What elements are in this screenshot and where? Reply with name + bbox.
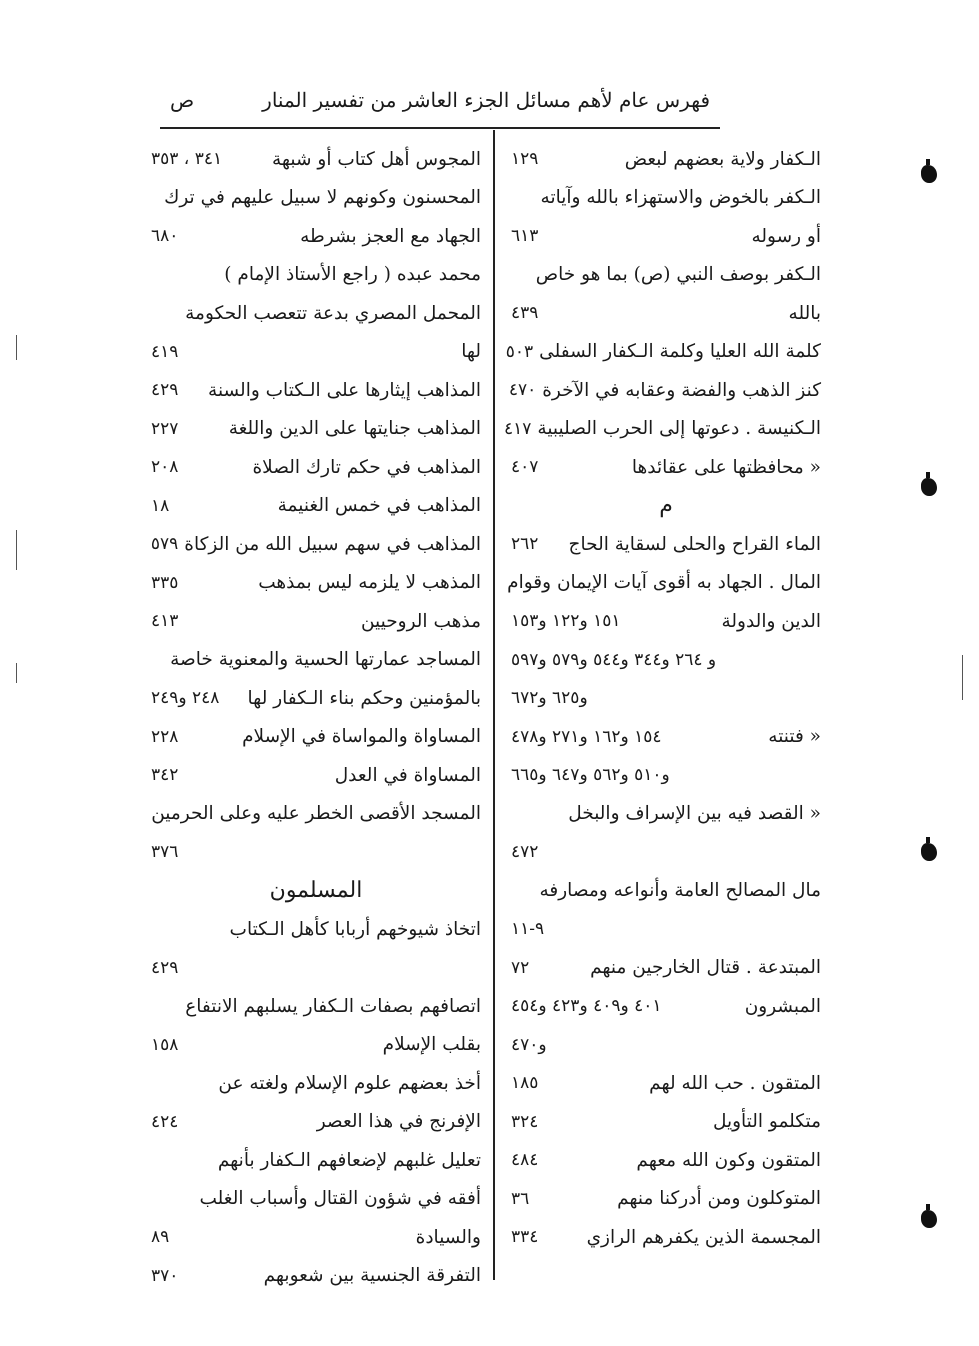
punch-hole-mark <box>921 478 937 496</box>
margin-mark <box>16 663 17 683</box>
entry-text: م <box>659 493 673 519</box>
entry-page-number: و ٢٦٤ و٣٤٤ و٥٤٤ و٥٧٩ و٥٩٧ <box>511 649 717 670</box>
entry-text: تعليل غلبهم لإضعافهم الـكفار بأنهم <box>217 1149 481 1171</box>
entry-text: كلمة الله العليا وكلمة الـكفار السفلى <box>539 341 821 363</box>
index-entry <box>511 756 821 795</box>
entry-page-number: ٤١٩ <box>151 341 179 362</box>
index-entry <box>508 371 821 410</box>
index-entry <box>151 448 481 487</box>
entry-text: بالله <box>788 302 821 324</box>
entry-page-number: ٨٩ <box>151 1227 170 1248</box>
index-entry <box>511 525 821 564</box>
entry-text: الإفرنج في هذا العصر <box>316 1111 481 1133</box>
index-entry <box>511 987 821 1026</box>
index-entry <box>511 833 821 872</box>
index-entry <box>151 641 481 680</box>
entry-page-number: ٣٣٥ <box>151 572 179 593</box>
index-entry <box>151 1257 481 1296</box>
entry-page-number: ٤١٣ <box>151 611 179 632</box>
index-entry <box>511 448 821 487</box>
entry-page-number: و٦٢٥ و٦٧٢ <box>511 688 588 709</box>
entry-page-number: ٤٠٧ <box>511 457 539 478</box>
entry-text: الـكفار ولاية بعضهم لبعض <box>624 148 821 170</box>
entry-page-number: ٣٧٠ <box>151 1265 179 1286</box>
index-entry <box>151 833 481 872</box>
index-entry <box>151 987 481 1026</box>
entry-text: المسجد الأقصى الخطر عليه وعلى الحرمين <box>151 803 481 825</box>
index-entry <box>151 410 481 449</box>
index-entry <box>511 217 821 256</box>
entry-page-number: ١٥١ و١٢٢ و١٥٣ <box>511 611 621 632</box>
entry-text: المذهب لا يلزمه ليس بمذهب <box>258 572 481 594</box>
index-column-left <box>151 140 481 1295</box>
index-entry <box>151 256 481 295</box>
index-entry <box>151 795 481 834</box>
entry-text: بقلب الإسلام <box>382 1034 481 1056</box>
entry-page-number: ٣٦ <box>511 1188 530 1209</box>
entry-page-number: ٤٨٤ <box>511 1150 539 1171</box>
entry-page-number: ٢٢٧ <box>151 418 179 439</box>
index-entry <box>511 140 821 179</box>
entry-text: أفقه في شؤون القتال وأسباب الغلب <box>199 1188 481 1210</box>
index-entry <box>511 910 821 949</box>
entry-text: بالمؤمنين وحكم بناء الـكفار لها <box>247 687 481 709</box>
entry-text: الـكفر بالخوض والاستهزاء بالله وآياته <box>540 187 821 209</box>
index-entry <box>151 564 481 603</box>
index-entry <box>151 679 481 718</box>
entry-text: اتخاذ شيوخهم أربابا كأهل الـكتاب <box>229 918 481 940</box>
index-entry <box>151 217 481 256</box>
index-entry <box>151 487 481 526</box>
index-entry <box>511 487 821 526</box>
punch-hole-mark <box>921 165 937 183</box>
index-entry <box>505 333 821 372</box>
entry-page-number: ٢٠٨ <box>151 457 179 478</box>
entry-text: والسيادة <box>415 1226 481 1248</box>
entry-text: المسلمون <box>269 878 363 904</box>
index-entry <box>151 333 481 372</box>
index-entry <box>511 718 821 757</box>
entry-text: محمد عبده ( راجع الأستاذ الإمام ) <box>224 264 481 286</box>
entry-text: الـكنيسة . دعوتها إلى الحرب الصليبية <box>537 418 821 440</box>
entry-page-number: ٩-١١ <box>511 919 545 940</box>
entry-page-number: ١٢٩ <box>511 149 539 170</box>
entry-page-number: ٣٣٤ <box>511 1227 539 1248</box>
entry-page-number: ٣٤١ ، ٣٥٣ <box>151 149 223 170</box>
entry-page-number: ٣٢٤ <box>511 1111 539 1132</box>
index-column-right <box>504 140 821 1257</box>
index-entry <box>511 795 821 834</box>
entry-text: المجسمة الذين يكفرهم الرازي <box>586 1226 821 1248</box>
entry-text: المذاهب في حكم تارك الصلاة <box>252 456 481 478</box>
entry-text: كنز الذهب والفضة وعقابه في الآخرة <box>542 379 821 401</box>
entry-text: المتوكلون ومن أدركنا منهم <box>617 1188 821 1210</box>
entry-text: الماء القراح والحلى لسقاية الحاج <box>568 533 821 555</box>
index-entry <box>511 256 821 295</box>
index-entry <box>151 718 481 757</box>
index-entry <box>511 1026 821 1065</box>
entry-page-number: ٤٧٠ <box>508 380 537 401</box>
entry-text: المساواة في العدل <box>334 764 481 786</box>
entry-text: متكلمو التأويل <box>712 1111 821 1133</box>
entry-page-number: ٤٢٩ <box>151 380 179 401</box>
index-entry <box>151 1064 481 1103</box>
entry-text: الـكفر بوصف النبي (ص) بما هو خاص <box>535 264 821 286</box>
entry-page-number: ٦٨٠ <box>151 226 179 247</box>
index-entry <box>151 910 481 949</box>
index-entry <box>151 1218 481 1257</box>
entry-page-number: ٤٣٩ <box>511 303 539 324</box>
header-rule <box>160 127 720 129</box>
entry-text: المذاهب إيثارها على الـكتاب والسنة <box>208 379 481 401</box>
index-entry <box>151 756 481 795</box>
index-entry <box>511 872 821 911</box>
entry-page-number: ٢٦٢ <box>511 534 539 555</box>
page-header <box>170 80 710 120</box>
index-entry <box>511 1103 821 1142</box>
entry-page-number: ١٨ <box>151 495 170 516</box>
index-entry <box>151 949 481 988</box>
entry-page-number: ٤٢٤ <box>151 1111 179 1132</box>
entry-text: الدين والدولة <box>721 610 821 632</box>
index-entry <box>151 602 481 641</box>
index-entry <box>151 872 481 911</box>
entry-text: المال . الجهاد به أقوى آيات الإيمان وقوام <box>507 572 821 594</box>
index-entry <box>151 371 481 410</box>
index-entry <box>151 1180 481 1219</box>
index-entry <box>511 1218 821 1257</box>
entry-text: « القصد فيه بين الإسراف والبخل <box>568 803 821 825</box>
index-entry <box>151 1141 481 1180</box>
punch-hole-mark <box>921 843 937 861</box>
margin-mark <box>16 530 17 570</box>
entry-page-number: ٧٢ <box>511 957 530 978</box>
entry-text: اتصافهم بصفات الـكفار يسلبهم الانتفاع <box>185 995 481 1017</box>
entry-text: المتقون . حب الله لهم <box>649 1072 821 1094</box>
entry-text: مال المصالح العامة وأنواعه ومصارفه <box>539 880 821 902</box>
entry-text: المحمل المصري بدعة تتعصب الحكومة <box>185 302 481 324</box>
margin-mark <box>962 655 963 700</box>
entry-page-number: ١٨٥ <box>511 1073 539 1094</box>
entry-page-number: ٤٧٢ <box>511 842 539 863</box>
index-entry <box>151 179 481 218</box>
margin-mark <box>16 335 17 360</box>
index-entry <box>511 641 821 680</box>
entry-text: المتقون وكون الله معهم <box>636 1149 821 1171</box>
entry-text: مذهب الروحيين <box>360 610 481 632</box>
entry-page-number: ١٥٨ <box>151 1034 179 1055</box>
index-entry <box>151 1103 481 1142</box>
entry-page-number: ٣٤٢ <box>151 765 179 786</box>
header-page-label: ص <box>170 88 195 112</box>
entry-page-number: ٥٧٩ <box>150 534 179 555</box>
entry-text: الجهاد مع العجز بشرطه <box>300 225 481 247</box>
index-entry <box>504 410 821 449</box>
punch-hole-mark <box>921 1210 937 1228</box>
index-entry <box>511 602 821 641</box>
index-entry <box>507 564 821 603</box>
entry-page-number: ٦١٣ <box>511 226 539 247</box>
entry-text: لها <box>461 341 481 363</box>
header-title: فهرس عام لأهم مسائل الجزء العاشر من تفسير المنار <box>262 88 710 112</box>
entry-text: « فتنته <box>768 726 821 748</box>
entry-page-number: ٢٤٨ و٢٤٩ <box>151 688 220 709</box>
entry-page-number: ٤١٧ <box>504 418 532 439</box>
entry-text: أخذ بعضهم علوم الإسلام ولغته عن <box>218 1072 481 1094</box>
entry-text: التفرقة الجنسية بين شعوبهم <box>263 1265 481 1287</box>
entry-page-number: ١٥٤ و١٦٢ و٢٧١ و٤٧٨ <box>511 726 662 747</box>
index-entry <box>151 294 481 333</box>
index-entry <box>511 679 821 718</box>
entry-text: « محافظتها على عقائدها <box>631 456 821 478</box>
entry-page-number: ٥٠٣ <box>505 341 534 362</box>
entry-text: المذاهب في سهم سبيل الله من الزكاة <box>184 533 481 555</box>
index-entry <box>511 1141 821 1180</box>
index-entry <box>511 1180 821 1219</box>
index-entry <box>511 949 821 988</box>
entry-text: المساواة والمواساة في الإسلام <box>242 726 481 748</box>
index-entry <box>151 1026 481 1065</box>
entry-page-number: و٤٧٠ <box>511 1034 547 1055</box>
index-entry <box>511 1064 821 1103</box>
index-entry <box>511 294 821 333</box>
index-entry <box>511 179 821 218</box>
column-divider <box>493 130 495 1280</box>
entry-page-number: ٤٠١ و٤٠٩ و٤٢٣ و٤٥٤ <box>511 996 662 1017</box>
entry-text: المذاهب في خمس الغنيمة <box>277 495 481 517</box>
index-entry <box>151 525 481 564</box>
entry-text: المساجد عمارتها الحسية والمعنوية خاصة <box>170 649 481 671</box>
entry-text: المحسنون وكونهم لا سبيل عليهم في ترك <box>164 187 481 209</box>
entry-text: المذاهب جنايتها على الدين واللغة <box>228 418 481 440</box>
entry-page-number: ٣٧٦ <box>151 842 179 863</box>
index-entry <box>151 140 481 179</box>
entry-page-number: ٤٢٩ <box>151 957 179 978</box>
entry-text: المبتدعة . قتال الخارجين منهم <box>590 957 821 979</box>
entry-page-number: ٢٢٨ <box>151 726 179 747</box>
entry-text: المبشرون <box>744 995 821 1017</box>
entry-text: المجوس أهل كتاب أو شبهة <box>271 148 481 170</box>
entry-page-number: و٥١٠ و٥٦٢ و٦٤٧ و٦٦٥ <box>511 765 670 786</box>
entry-text: أو رسوله <box>751 225 821 247</box>
